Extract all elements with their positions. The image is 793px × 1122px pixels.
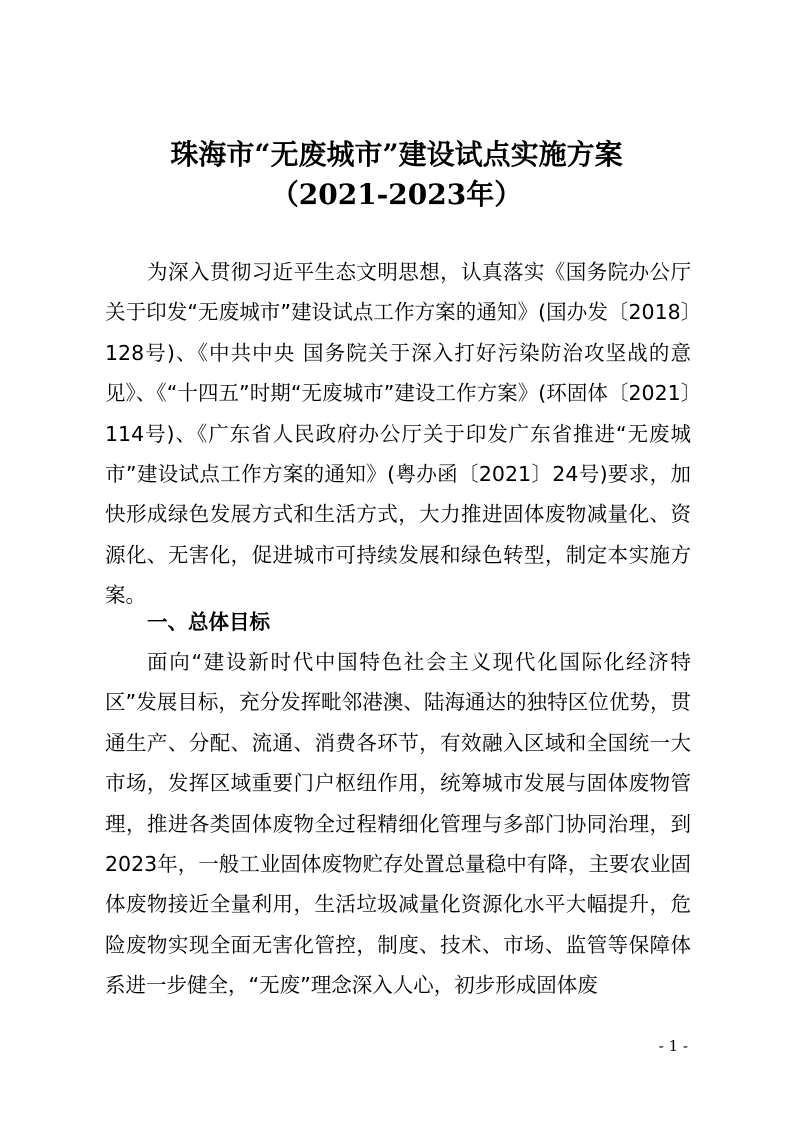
section-paragraph-overall-goals: 面向“建设新时代中国特色社会主义现代化国际化经济特区”发展目标，充分发挥毗邻港澳、陆海通达的独特区位优势，贯通生产、分配、流通、消费各环节，有效融入区域和全国统一大市场，发挥区域重要门户枢纽作用，统筹城市发展与固体废物管理，推进各类固体废物全过程精细化管理与多部门协同治理，到2023年，一般工业固体废物贮存处置总量稳中有降，主要农业固体废物接近全量利用，生活垃圾减量化资源化水平大幅提升，危险废物实现全面无害化管控，制度、技术、市场、监管等保障体系进一步健全，“无废”理念深入人心，初步形成固体废 [105, 650, 691, 998]
section-heading-overall-goals: 一、总体目标 [147, 610, 270, 634]
document-title: 珠海市“无废城市”建设试点实施方案 [170, 138, 623, 171]
page-number: - 1 - [658, 1037, 688, 1055]
intro-paragraph: 为深入贯彻习近平生态文明思想，认真落实《国务院办公厅关于印发“无废城市”建设试点工作方案的通知》(国办发〔2018〕128号)、《中共中央 国务院关于深入打好污染防治攻坚战的意见》、《“十四五”时期“无废城市”建设工作方案》(环固体〔2021〕114号)、《广东省人民政府办公厅关于印发广东省推进“无废城市”建设试点工作方案的通知》(粤办函〔2021〕24号)要求，加快形成绿色发展方式和生活方式，大力推进固体废物减量化、资源化、无害化，促进城市可持续发展和绿色转型，制定本实施方案。 [105, 260, 691, 608]
document-subtitle-years: （2021-2023年） [270, 178, 523, 211]
